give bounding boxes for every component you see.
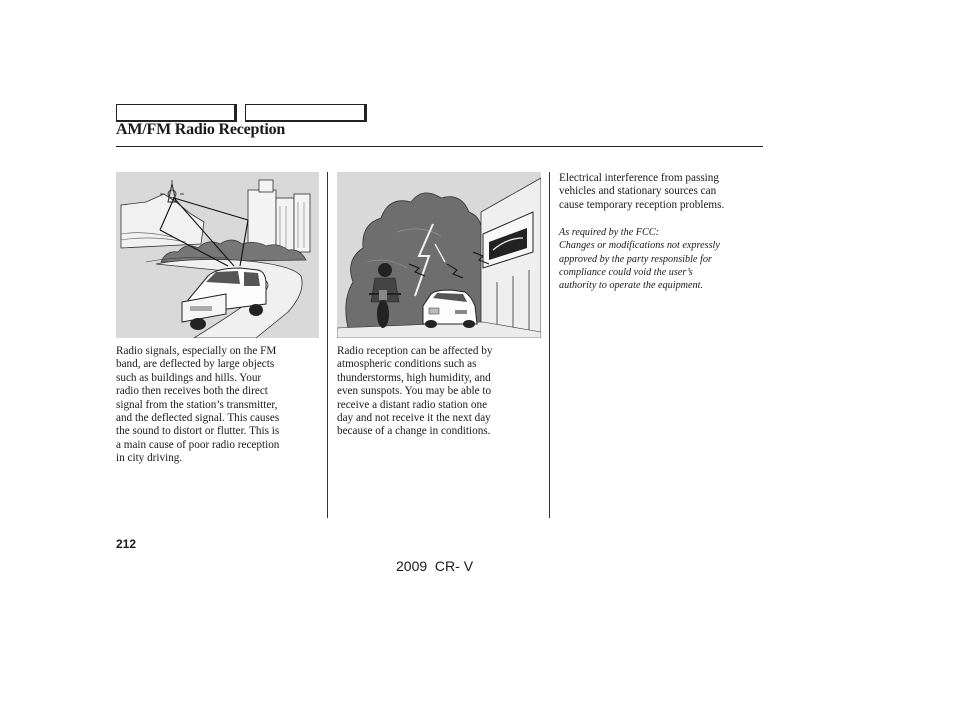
electrical-interference-paragraph: Electrical interference from passing vehicles and stationary sources can cause temporary reception problems.	[559, 172, 725, 211]
column-divider	[549, 172, 550, 518]
column-divider	[327, 172, 328, 518]
page-number: 212	[116, 537, 137, 551]
page-title: AM/FM Radio Reception	[116, 121, 286, 138]
fcc-notice: As required by the FCC: Changes or modifications not expressly approved by the party responsible for compliance could void the user’s authority to operate the equipment.	[559, 227, 720, 292]
radio-signal-illustration	[116, 172, 319, 338]
atmospheric-interference-illustration	[337, 172, 541, 338]
nav-tab-index[interactable]	[245, 104, 367, 122]
nav-tab-main-menu[interactable]	[116, 104, 237, 122]
title-divider	[116, 146, 763, 147]
radio-signals-paragraph: Radio signals, especially on the FM band, are deflected by large objects such as buildings and hills. Your radio then receives both the direct signal from the station’s transmitter, and the deflected signal. This causes the sound to distort or flutter. This is a main cause of poor radio reception in city driving.	[116, 345, 280, 465]
atmospheric-conditions-paragraph: Radio reception can be affected by atmospheric conditions such as thunderstorms, high humidity, and even sunspots. You may be able to receive a distant radio station one day and not receive it the next day because of a change in conditions.	[337, 345, 493, 438]
model-name: 2009 CR- V	[396, 558, 474, 574]
